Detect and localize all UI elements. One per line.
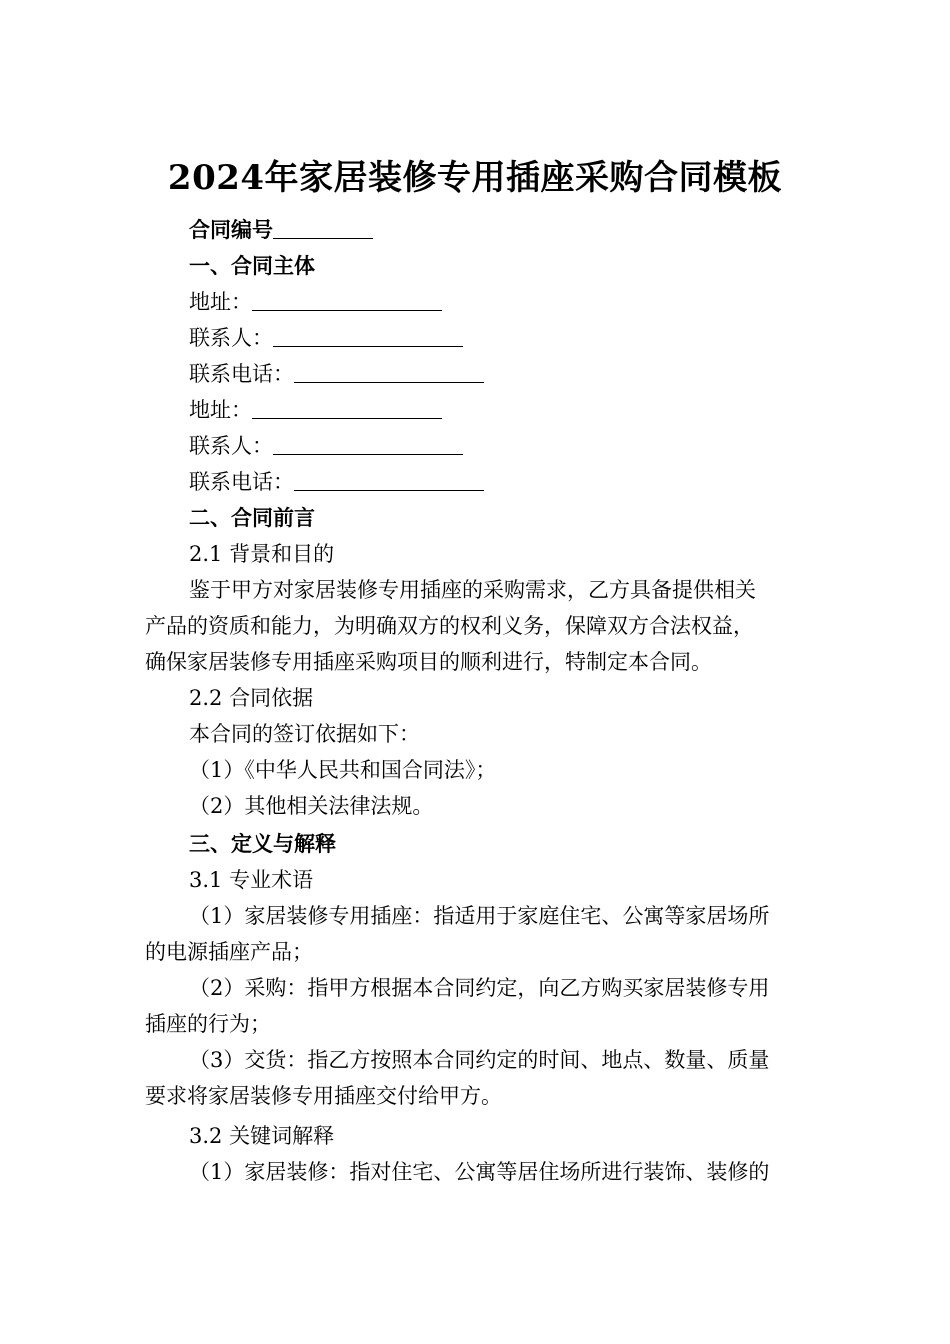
party-a-phone-blank [294, 358, 484, 383]
party-a-contact-line [145, 320, 854, 356]
list-item: （1）家居装修：指对住宅、公寓等居住场所进行装饰、装修的 [189, 1160, 770, 1184]
party-a-phone-line [145, 356, 854, 392]
party-b-contact-blank [273, 430, 463, 455]
party-b-phone-label: 联系电话： [189, 470, 294, 494]
list-item-continuation: 的电源插座产品； [145, 940, 313, 964]
subsection-3-1: 3.1 专业术语 [189, 868, 314, 892]
paragraph-line: 本合同的签订依据如下： [189, 722, 420, 746]
list-item: （1）家居装修专用插座：指适用于家庭住宅、公寓等家居场所 [189, 904, 770, 928]
list-item: （2）采购：指甲方根据本合同约定，向乙方购买家居装修专用 [189, 976, 770, 1000]
list-item: （2）其他相关法律法规。 [189, 794, 434, 818]
party-b-contact-label: 联系人： [189, 434, 273, 458]
party-a-phone-label: 联系电话： [189, 362, 294, 386]
list-item: （1）《中华人民共和国合同法》； [189, 758, 497, 782]
party-b-address-label: 地址： [189, 398, 252, 422]
paragraph-line: 产品的资质和能力，为明确双方的权利义务，保障双方合法权益， [145, 614, 754, 638]
list-item-continuation: 插座的行为； [145, 1012, 271, 1036]
party-b-address-blank [252, 394, 442, 419]
document-title: 2024年家居装修专用插座采购合同模板 [167, 158, 783, 198]
list-item-continuation: 要求将家居装修专用插座交付给甲方。 [145, 1084, 502, 1108]
party-a-address-blank [252, 286, 442, 311]
contract-number-blank [273, 214, 373, 239]
party-a-contact-label: 联系人： [189, 326, 273, 350]
party-a-contact-blank [273, 322, 463, 347]
list-item: （3）交货：指乙方按照本合同约定的时间、地点、数量、质量 [189, 1048, 770, 1072]
party-b-phone-blank [294, 466, 484, 491]
subsection-2-1: 2.1 背景和目的 [189, 542, 335, 566]
section-2-heading: 二、合同前言 [189, 505, 315, 530]
party-a-address-line [145, 284, 854, 320]
contract-number-line [145, 212, 854, 248]
subsection-3-2: 3.2 关键词解释 [189, 1124, 335, 1148]
contract-number-label: 合同编号 [189, 217, 273, 242]
section-3-heading: 三、定义与解释 [189, 831, 336, 856]
party-b-contact-line [145, 428, 854, 464]
section-1-heading: 一、合同主体 [189, 253, 315, 278]
party-b-address-line [145, 392, 854, 428]
paragraph-line: 鉴于甲方对家居装修专用插座的采购需求，乙方具备提供相关 [189, 578, 756, 602]
party-a-address-label: 地址： [189, 290, 252, 314]
paragraph-line: 确保家居装修专用插座采购项目的顺利进行，特制定本合同。 [145, 650, 712, 674]
party-b-phone-line [145, 464, 854, 500]
subsection-2-2: 2.2 合同依据 [189, 686, 314, 710]
